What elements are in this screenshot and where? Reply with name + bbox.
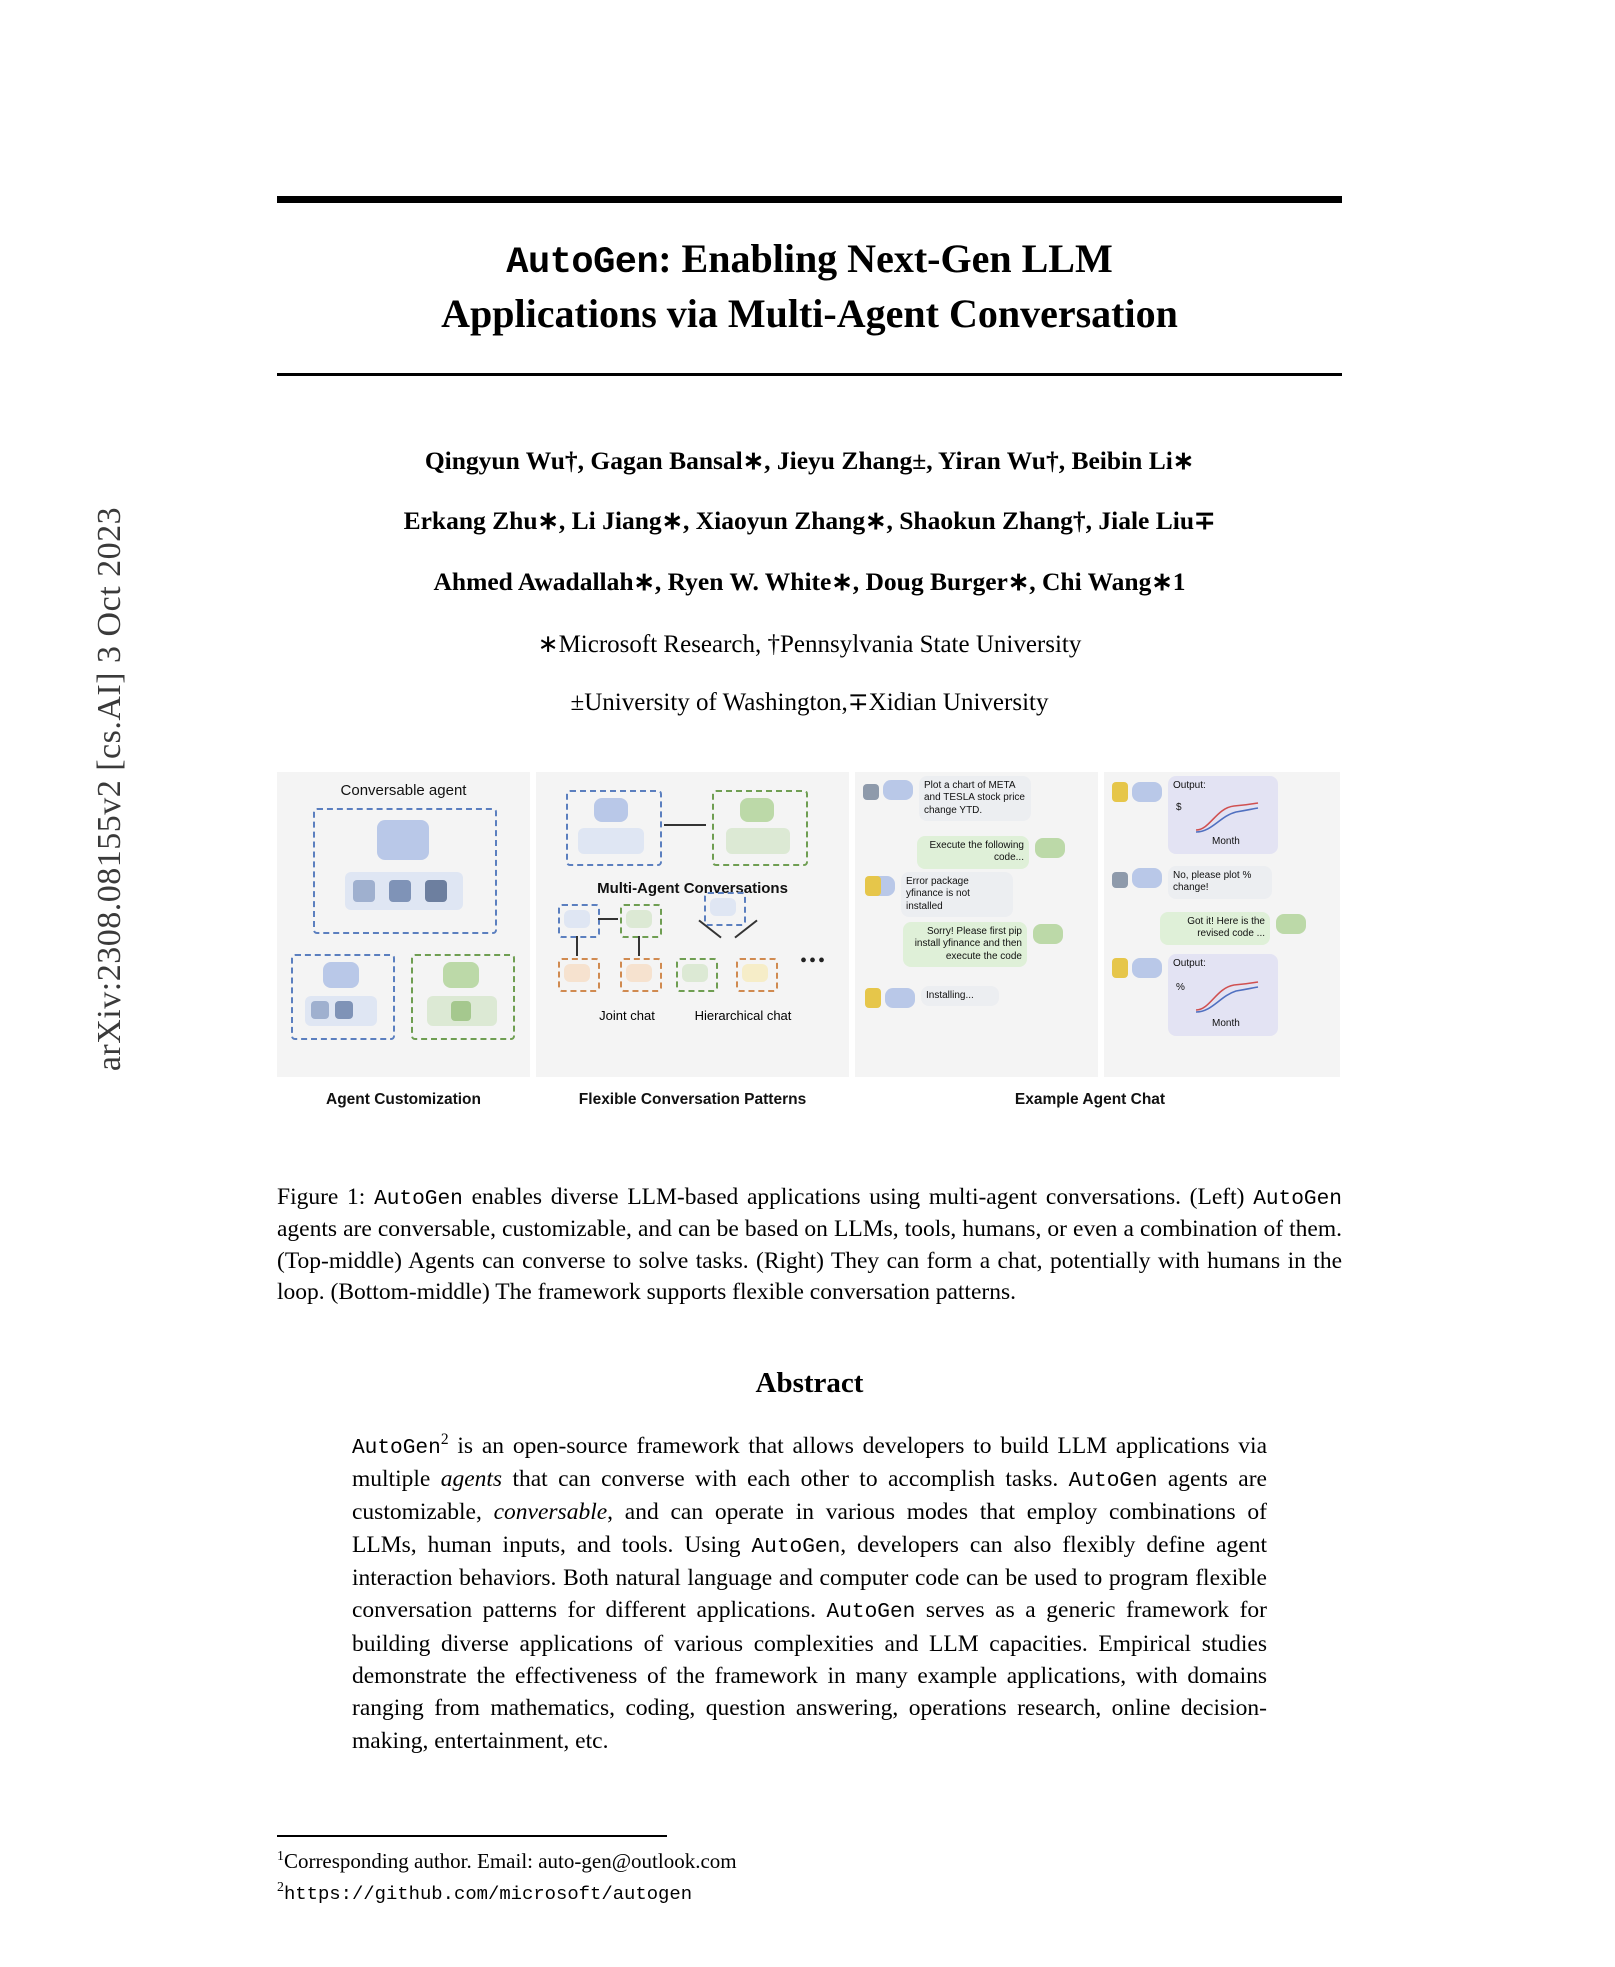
x-axis-label-1: Month	[1212, 836, 1240, 848]
joint-link-top	[598, 918, 618, 920]
hier-child-1	[682, 964, 708, 982]
tools-icon	[425, 880, 447, 902]
figure-1	[277, 772, 1342, 1122]
two-way-arrow	[664, 824, 706, 826]
human-icon-small	[335, 1001, 353, 1019]
panel2-title: Multi-Agent Conversations	[597, 880, 788, 898]
abstract-mono-1: AutoGen	[352, 1436, 441, 1460]
robot-icon-small-green	[443, 962, 479, 988]
capability-chip-pair-left	[578, 828, 644, 854]
y-axis-label-2: %	[1176, 982, 1185, 994]
figure-caption-text-2: agents are conversable, customizable, and can be based on LLMs, tools, humans, or even a combination of them. (Top-middle) Agents can converse to solve tasks. (Right) They can form a chat, potentially with humans in the loop. (Bottom-middle) The framework supports flexible conversation patterns.	[277, 1215, 1342, 1306]
abstract-mono-3: AutoGen	[751, 1534, 841, 1559]
human-icon-chat-2	[1112, 872, 1128, 888]
title-rule-top	[277, 196, 1342, 203]
figure-caption-label: Figure 1:	[277, 1184, 366, 1211]
abstract-em-conversable: conversable	[493, 1499, 608, 1526]
footnote-2-marker: 2	[277, 1879, 284, 1895]
abstract-part-e: , developers can also flexibly define agent interaction behaviors. Both natural language and computer code can be used to program flexible conversation patterns for different applications.	[352, 1531, 1267, 1624]
panel2-caption: Flexible Conversation Patterns	[578, 1091, 807, 1109]
joint-node-1	[564, 910, 590, 928]
panel3-caption: Example Agent Chat	[1014, 1091, 1166, 1109]
title-line2: Applications via Multi-Agent Conversation	[441, 290, 1178, 336]
chart-curve-1	[1194, 800, 1260, 834]
output-label-1: Output:	[1173, 780, 1206, 792]
y-axis-label-1: $	[1176, 802, 1182, 814]
page-title	[277, 233, 1342, 341]
panel1-title: Conversable agent	[340, 782, 467, 800]
figure-panel-example-chat-right	[1104, 772, 1340, 1077]
human-icon-chat	[863, 784, 879, 800]
capability-chip-green	[427, 996, 497, 1026]
robot-icon-chat-2	[1035, 838, 1065, 858]
llm-icon-green	[451, 1001, 471, 1021]
python-icon-1	[865, 876, 881, 896]
llm-icon-small	[311, 1001, 329, 1019]
chat-bubble-output-2	[1168, 954, 1278, 1036]
abstract-part-c: agents are customizable,	[352, 1466, 1267, 1526]
author-line-3: Ahmed Awadallah∗, Ryen W. White∗, Doug Burger∗, Chi Wang∗1	[433, 566, 1186, 596]
robot-icon-pair-left	[594, 798, 628, 822]
chat-bubble-plot-change: No, please plot % change!	[1168, 866, 1272, 898]
hier-root	[710, 898, 736, 916]
title-rule-bottom	[277, 373, 1342, 376]
robot-icon-chat-7	[1132, 868, 1162, 888]
joint-link-right	[638, 936, 640, 956]
chat-bubble-3: Error package yfinance is not installed	[901, 872, 1013, 917]
figure-caption-mono-2: AutoGen	[1253, 1187, 1342, 1212]
joint-chat-label: Joint chat	[599, 1008, 655, 1024]
robot-icon-chat-5	[885, 988, 915, 1008]
llm-icon	[353, 880, 375, 902]
author-line-2: Erkang Zhu∗, Li Jiang∗, Xiaoyun Zhang∗, Shaokun Zhang†, Jiale Liu∓	[403, 506, 1216, 536]
chat-bubble-output-1	[1168, 776, 1278, 854]
footnote-2-link[interactable]: https://github.com/microsoft/autogen	[283, 1883, 693, 1906]
robot-icon-chat-8	[1276, 914, 1306, 934]
affiliation-line-2: ±University of Washington,∓Xidian University	[570, 689, 1049, 717]
python-icon-3	[1112, 782, 1128, 802]
joint-link-left	[576, 936, 578, 956]
abstract-em-agents: agents	[440, 1466, 503, 1493]
abstract-mono-2: AutoGen	[1068, 1469, 1158, 1494]
figure-caption-text-1: enables diverse LLM-based applications using multi-agent conversations. (Left)	[462, 1184, 1254, 1211]
hierarchical-chat-label: Hierarchical chat	[694, 1008, 792, 1024]
figure-panel-agent-customization	[277, 772, 530, 1109]
chart-curve-2	[1194, 978, 1260, 1014]
x-axis-label-2: Month	[1212, 1018, 1240, 1030]
robot-icon-chat-6	[1132, 782, 1162, 802]
title-line1-rest: : Enabling Next-Gen LLM	[658, 236, 1113, 281]
footnote-1	[277, 1847, 1342, 1876]
robot-icon-chat-9	[1132, 958, 1162, 978]
more-patterns-ellipsis: •••	[800, 950, 828, 973]
chat-bubble-2: Execute the following code...	[917, 836, 1029, 868]
affiliation-line-1: ∗Microsoft Research, †Pennsylvania State University	[537, 631, 1082, 659]
footnote-2	[277, 1878, 1342, 1907]
capability-chip	[345, 872, 463, 910]
abstract-mono-4: AutoGen	[826, 1600, 916, 1625]
robot-icon-chat-1	[883, 780, 913, 800]
chat-bubble-4: Sorry! Please first pip install yfinance and then execute the code	[903, 922, 1027, 967]
python-icon-2	[865, 988, 881, 1008]
capability-chip-pair-right	[726, 828, 790, 854]
robot-icon-chat-4	[1033, 924, 1063, 944]
figure-caption-mono-1: AutoGen	[374, 1187, 463, 1212]
footnote-1-marker: 1	[277, 1847, 284, 1863]
abstract-heading: Abstract	[755, 1367, 864, 1399]
python-icon-4	[1112, 958, 1128, 978]
output-label-2: Output:	[1173, 958, 1206, 970]
chat-bubble-revised: Got it! Here is the revised code ...	[1160, 912, 1270, 944]
figure-panel-conversation-patterns	[536, 772, 849, 1109]
abstract-part-a: is an open-source framework that allows developers to build LLM applications via multiple	[352, 1433, 1267, 1493]
title-mono: AutoGen	[506, 242, 659, 284]
author-line-1: Qingyun Wu†, Gagan Bansal∗, Jieyu Zhang±, Yiran Wu†, Beibin Li∗	[424, 445, 1195, 475]
paper-content	[277, 0, 1342, 1908]
joint-node-3	[564, 964, 590, 982]
footnote-1-text: Corresponding author. Email: auto-gen@outlook.com	[283, 1848, 737, 1873]
capability-chip-blue	[305, 996, 377, 1026]
abstract-footnote-marker: 2	[440, 1431, 449, 1449]
abstract-part-b: that can converse with each other to accomplish tasks.	[502, 1466, 1069, 1493]
author-block	[277, 445, 1342, 718]
abstract-part-d: , and can operate in various modes that employ combinations of LLMs, human inputs, and tools. Using	[352, 1499, 1268, 1558]
abstract-text	[352, 1430, 1267, 1757]
hier-child-2	[742, 964, 768, 982]
figure-caption	[277, 1182, 1342, 1309]
chat-bubble-5: Installing...	[921, 986, 999, 1006]
robot-icon-pair-right	[740, 798, 774, 822]
figure-panel-example-chat-left	[855, 772, 1166, 1109]
abstract-part-f: serves as a generic framework for building diverse applications of various complexities and LLM capacities. Empirical studies demonstrate the effectiveness of the framework in many example applications, with domains ranging from mathematics, coding, question answering, operations research, online decision-making, entertainment, etc.	[352, 1597, 1267, 1754]
arxiv-stamp: arXiv:2308.08155v2 [cs.AI] 3 Oct 2023	[91, 506, 128, 1072]
joint-node-2	[626, 910, 652, 928]
joint-node-4	[626, 964, 652, 982]
chat-bubble-1: Plot a chart of META and TESLA stock price change YTD.	[919, 776, 1031, 821]
human-icon	[389, 880, 411, 902]
panel1-caption: Agent Customization	[326, 1091, 481, 1109]
footnote-rule	[277, 1835, 667, 1837]
robot-icon	[377, 820, 429, 860]
robot-icon-small-blue	[323, 962, 359, 988]
